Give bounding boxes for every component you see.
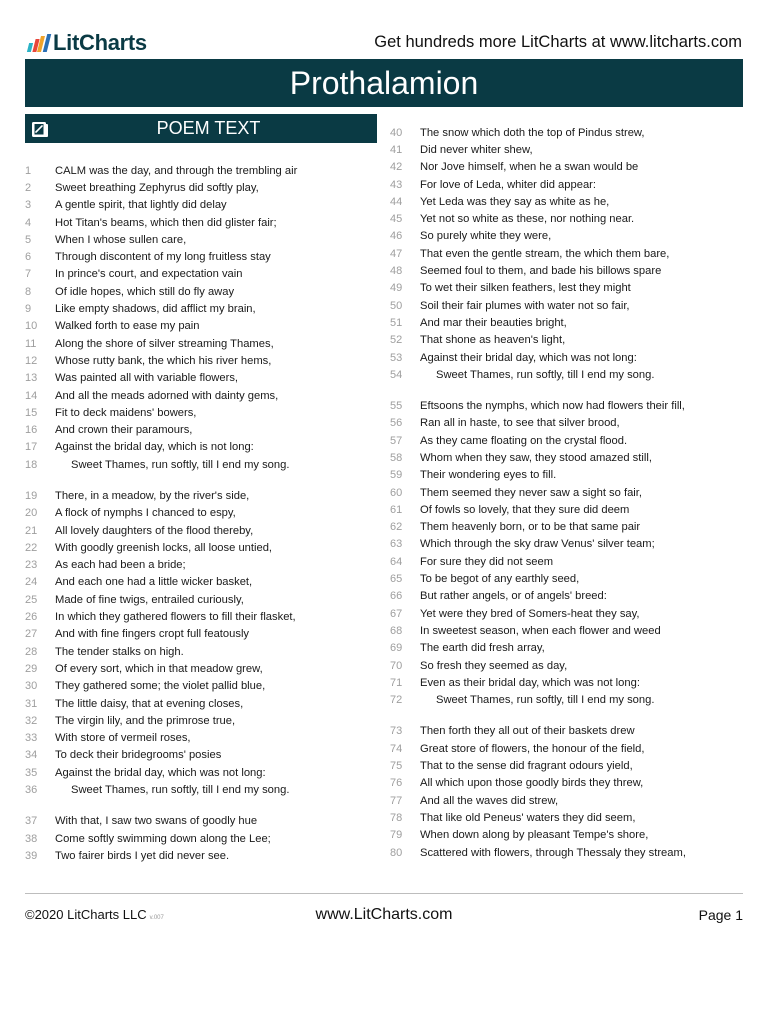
line-text: Along the shore of silver streaming Thames, (55, 337, 274, 350)
line-text: All which upon those goodly birds they threw, (420, 777, 644, 790)
poem-line (25, 813, 377, 830)
line-text: For sure they did not seem (420, 555, 554, 568)
line-text: They gathered some; the violet pallid blue, (55, 680, 266, 693)
poem-line (25, 162, 377, 179)
poem-line (25, 370, 377, 387)
line-text: Of every sort, which in that meadow grew, (55, 662, 263, 675)
poem-line (25, 300, 377, 317)
line-number: 35 (25, 766, 38, 779)
line-text: Which through the sky draw Venus' silver team; (420, 538, 655, 551)
line-text: Through discontent of my long fruitless stay (55, 251, 271, 264)
line-number: 24 (25, 576, 38, 589)
line-text: Ran all in haste, to see that silver brood, (420, 417, 620, 430)
line-number: 66 (390, 590, 403, 603)
poem-line (390, 280, 750, 297)
poem-line (390, 809, 750, 826)
line-number: 3 (25, 199, 32, 212)
poem-line (390, 692, 750, 709)
poem-line (390, 484, 750, 501)
poem-line (25, 179, 377, 196)
line-number: 4 (25, 216, 32, 229)
line-number: 34 (25, 749, 38, 762)
line-number: 48 (390, 265, 403, 278)
line-number: 55 (390, 400, 403, 413)
line-number: 49 (390, 282, 403, 295)
line-text: To be begot of any earthly seed, (420, 573, 580, 586)
line-number: 52 (390, 334, 403, 347)
line-number: 27 (25, 628, 38, 641)
poem-line (390, 332, 750, 349)
line-text: Come softly swimming down along the Lee; (55, 832, 271, 845)
poem-line (390, 467, 750, 484)
line-text: When down along by pleasant Tempe's shore, (420, 829, 649, 842)
line-text: Yet not so white as these, nor nothing near. (420, 213, 635, 226)
poem-line (25, 712, 377, 729)
line-text: Sweet breathing Zephyrus did softly play, (55, 181, 259, 194)
line-text: All lovely daughters of the flood thereby, (55, 524, 254, 537)
line-number: 47 (390, 247, 403, 260)
litcharts-logo[interactable] (28, 30, 147, 56)
poem-line (25, 439, 377, 456)
poem-line (390, 827, 750, 844)
line-number: 50 (390, 299, 403, 312)
line-text: And mar their beauties bright, (420, 316, 567, 329)
line-text: Seemed foul to them, and bade his billows spare (420, 265, 662, 278)
line-text: The virgin lily, and the primrose true, (55, 714, 236, 727)
line-number: 23 (25, 559, 38, 572)
line-number: 40 (390, 126, 403, 139)
poem-line (390, 141, 750, 158)
title-bar (25, 59, 743, 107)
line-number: 1 (25, 164, 32, 177)
line-text: Sweet Thames, run softly, till I end my song. (71, 458, 290, 471)
line-text: With store of vermeil roses, (55, 732, 191, 745)
line-number: 21 (25, 524, 38, 537)
poem-line (390, 657, 750, 674)
line-number: 28 (25, 645, 38, 658)
page-number: Page 1 (698, 907, 743, 923)
line-text: Them heavenly born, or to be that same pair (420, 521, 641, 534)
line-text: And each one had a little wicker basket, (55, 576, 253, 589)
poem-line (25, 456, 377, 473)
line-number: 45 (390, 213, 403, 226)
line-text: Eftsoons the nymphs, which now had flowers their fill, (420, 400, 685, 413)
line-number: 79 (390, 829, 403, 842)
line-number: 30 (25, 680, 38, 693)
line-number: 43 (390, 178, 403, 191)
poem-line (25, 608, 377, 625)
line-number: 11 (25, 337, 37, 350)
poem-line (25, 231, 377, 248)
line-number: 39 (25, 849, 38, 862)
line-number: 46 (390, 230, 403, 243)
line-number: 71 (390, 676, 403, 689)
stanza (25, 162, 377, 473)
line-number: 80 (390, 846, 403, 859)
poem-line (25, 781, 377, 798)
poem-line (25, 335, 377, 352)
version-text: v.007 (149, 915, 164, 921)
poem-line (390, 640, 750, 657)
line-number: 75 (390, 760, 403, 773)
poem-line (25, 487, 377, 504)
line-number: 68 (390, 624, 403, 637)
section-header (25, 114, 377, 143)
line-text: Yet Leda was they say as white as he, (420, 195, 610, 208)
copyright-text: ©2020 LitCharts LLC (25, 907, 147, 922)
line-text: CALM was the day, and through the trembling air (55, 164, 298, 177)
poem-line (390, 297, 750, 314)
poem-line (25, 643, 377, 660)
stanza (390, 723, 750, 861)
line-text: There, in a meadow, by the river's side, (55, 489, 250, 502)
poem-line (390, 519, 750, 536)
line-number: 42 (390, 161, 403, 174)
line-number: 6 (25, 251, 32, 264)
poem-line (25, 847, 377, 864)
line-number: 13 (25, 372, 38, 385)
line-number: 2 (25, 181, 32, 194)
line-number: 58 (390, 451, 403, 464)
poem-line (25, 539, 377, 556)
line-text: Nor Jove himself, when he a swan would be (420, 161, 639, 174)
line-number: 20 (25, 507, 38, 520)
poem-line (25, 197, 377, 214)
line-number: 64 (390, 555, 403, 568)
line-text: In prince's court, and expectation vain (55, 268, 243, 281)
line-text: Soil their fair plumes with water not so fair, (420, 299, 630, 312)
poem-line (390, 349, 750, 366)
poem-line (390, 553, 750, 570)
line-number: 57 (390, 434, 403, 447)
line-text: Whom when they saw, they stood amazed still, (420, 451, 652, 464)
line-text: To deck their bridegrooms' posies (55, 749, 222, 762)
line-number: 22 (25, 541, 38, 554)
line-number: 37 (25, 815, 38, 828)
line-text: For love of Leda, whiter did appear: (420, 178, 596, 191)
line-number: 16 (25, 424, 38, 437)
line-text: Yet were they bred of Somers-heat they say, (420, 607, 640, 620)
poem-column-left (25, 162, 377, 879)
line-text: Then forth they all out of their baskets drew (420, 725, 635, 738)
line-number: 62 (390, 521, 403, 534)
poem-column-right (390, 124, 750, 875)
line-text: Walked forth to ease my pain (55, 320, 200, 333)
line-text: With goodly greenish locks, all loose untied, (55, 541, 273, 554)
book-icon (25, 114, 54, 143)
line-number: 18 (25, 458, 38, 471)
line-text: That like old Peneus' waters they did seem, (420, 811, 636, 824)
poem-line (390, 366, 750, 383)
line-number: 8 (25, 285, 32, 298)
line-text: Against the bridal day, which was not long: (55, 766, 266, 779)
line-text: That to the sense did fragrant odours yield, (420, 760, 633, 773)
line-number: 17 (25, 441, 38, 454)
line-number: 74 (390, 742, 403, 755)
stanza (390, 124, 750, 383)
line-number: 31 (25, 697, 38, 710)
poem-line (390, 723, 750, 740)
poem-line (390, 570, 750, 587)
poem-line (390, 159, 750, 176)
line-number: 9 (25, 303, 32, 316)
poem-line (25, 404, 377, 421)
poem-line (25, 352, 377, 369)
poem-line (390, 622, 750, 639)
poem-line (25, 266, 377, 283)
line-text: And all the waves did strew, (420, 794, 559, 807)
line-text: Like empty shadows, did afflict my brain, (55, 303, 256, 316)
poem-line (390, 674, 750, 691)
poem-line (390, 415, 750, 432)
logo-bars-icon (28, 34, 48, 52)
poem-line (25, 695, 377, 712)
line-text: Them seemed they never saw a sight so fair, (420, 486, 642, 499)
line-number: 19 (25, 489, 38, 502)
line-text: And all the meads adorned with dainty gems, (55, 389, 279, 402)
line-text: Their wondering eyes to fill. (420, 469, 557, 482)
line-text: Of fowls so lovely, that they sure did deem (420, 503, 630, 516)
line-number: 26 (25, 611, 38, 624)
poem-line (390, 501, 750, 518)
line-number: 32 (25, 714, 38, 727)
poem-line (25, 764, 377, 781)
line-text: Whose rutty bank, the which his river hems, (55, 354, 272, 367)
poem-line (25, 747, 377, 764)
line-number: 69 (390, 642, 403, 655)
line-text: Of idle hopes, which still do fly away (55, 285, 235, 298)
line-text: Sweet Thames, run softly, till I end my song. (436, 694, 655, 707)
line-text: The earth did fresh array, (420, 642, 545, 655)
poem-line (25, 591, 377, 608)
poem-line (25, 283, 377, 300)
poem-line (390, 605, 750, 622)
line-number: 59 (390, 469, 403, 482)
stanza (25, 813, 377, 865)
line-number: 12 (25, 354, 38, 367)
line-text: But rather angels, or of angels' breed: (420, 590, 607, 603)
line-number: 60 (390, 486, 403, 499)
poem-line (25, 248, 377, 265)
poem-line (25, 730, 377, 747)
line-number: 10 (25, 320, 38, 333)
poem-line (390, 124, 750, 141)
line-number: 61 (390, 503, 403, 516)
line-number: 63 (390, 538, 403, 551)
line-number: 15 (25, 406, 38, 419)
line-text: Two fairer birds I yet did never see. (55, 849, 230, 862)
poem-line (390, 397, 750, 414)
line-number: 29 (25, 662, 38, 675)
poem-line (25, 660, 377, 677)
line-text: The tender stalks on high. (55, 645, 184, 658)
stanza (390, 397, 750, 708)
footer-site-link[interactable]: www.LitCharts.com (315, 906, 453, 923)
poem-line (390, 176, 750, 193)
line-text: The little daisy, that at evening closes, (55, 697, 244, 710)
line-text: As they came floating on the crystal flood. (420, 434, 628, 447)
poem-line (25, 678, 377, 695)
poem-line (25, 318, 377, 335)
line-text: Against their bridal day, which was not long: (420, 351, 637, 364)
line-number: 72 (390, 694, 403, 707)
line-number: 53 (390, 351, 403, 364)
poem-line (25, 387, 377, 404)
line-text: Did never whiter shew, (420, 143, 533, 156)
line-text: To wet their silken feathers, lest they might (420, 282, 631, 295)
line-number: 5 (25, 233, 32, 246)
poem-line (390, 245, 750, 262)
line-text: Sweet Thames, run softly, till I end my song. (436, 368, 655, 381)
poem-line (25, 214, 377, 231)
line-text: Fit to deck maidens' bowers, (55, 406, 197, 419)
line-text: And with fine fingers cropt full featously (55, 628, 250, 641)
line-text: With that, I saw two swans of goodly hue (55, 815, 258, 828)
line-number: 65 (390, 573, 403, 586)
line-text: And crown their paramours, (55, 424, 193, 437)
poem-line (390, 588, 750, 605)
line-number: 14 (25, 389, 38, 402)
line-text: When I whose sullen care, (55, 233, 187, 246)
line-text: The snow which doth the top of Pindus strew, (420, 126, 645, 139)
line-number: 70 (390, 659, 403, 672)
line-text: So purely white they were, (420, 230, 552, 243)
line-number: 7 (25, 268, 32, 281)
line-text: As each had been a bride; (55, 559, 186, 572)
line-text: Against the bridal day, which is not long: (55, 441, 254, 454)
line-text: A gentle spirit, that lightly did delay (55, 199, 227, 212)
poem-line (390, 228, 750, 245)
poem-line (25, 421, 377, 438)
line-text: Even as their bridal day, which was not long: (420, 676, 640, 689)
poem-line (390, 844, 750, 861)
line-number: 73 (390, 725, 403, 738)
line-number: 51 (390, 316, 403, 329)
footer-divider (25, 893, 743, 894)
poem-line (390, 536, 750, 553)
line-number: 44 (390, 195, 403, 208)
line-text: A flock of nymphs I chanced to espy, (55, 507, 236, 520)
poem-line (390, 757, 750, 774)
line-text: Great store of flowers, the honour of the field, (420, 742, 645, 755)
poem-line (25, 626, 377, 643)
line-number: 56 (390, 417, 403, 430)
line-number: 54 (390, 368, 403, 381)
line-number: 76 (390, 777, 403, 790)
line-text: That even the gentle stream, the which them bare, (420, 247, 670, 260)
header-tagline: Get hundreds more LitCharts at www.litcharts.com (374, 33, 742, 51)
line-text: Sweet Thames, run softly, till I end my song. (71, 784, 290, 797)
page-title: Prothalamion (289, 64, 479, 101)
poem-line (390, 792, 750, 809)
line-number: 36 (25, 784, 38, 797)
poem-line (390, 449, 750, 466)
poem-line (25, 505, 377, 522)
section-title: POEM TEXT (156, 118, 261, 138)
line-text: Made of fine twigs, entrailed curiously, (55, 593, 244, 606)
line-number: 78 (390, 811, 403, 824)
poem-line (390, 314, 750, 331)
logo-text: LitCharts (53, 30, 147, 55)
line-text: So fresh they seemed as day, (420, 659, 568, 672)
poem-line (25, 557, 377, 574)
line-number: 77 (390, 794, 403, 807)
line-text: In sweetest season, when each flower and weed (420, 624, 661, 637)
line-text: Was painted all with variable flowers, (55, 372, 239, 385)
poem-line (390, 432, 750, 449)
line-number: 25 (25, 593, 38, 606)
line-number: 41 (390, 143, 403, 156)
poem-line (390, 210, 750, 227)
poem-line (25, 830, 377, 847)
line-number: 67 (390, 607, 403, 620)
poem-line (390, 262, 750, 279)
line-text: That shone as heaven's light, (420, 334, 566, 347)
poem-line (390, 193, 750, 210)
poem-line (25, 574, 377, 591)
poem-line (390, 775, 750, 792)
line-text: Hot Titan's beams, which then did glister fair; (55, 216, 277, 229)
line-number: 33 (25, 732, 38, 745)
line-number: 38 (25, 832, 38, 845)
line-text: In which they gathered flowers to fill their flasket, (55, 611, 296, 624)
poem-line (25, 522, 377, 539)
poem-line (390, 740, 750, 757)
stanza (25, 487, 377, 798)
line-text: Scattered with flowers, through Thessaly they stream, (420, 846, 686, 859)
